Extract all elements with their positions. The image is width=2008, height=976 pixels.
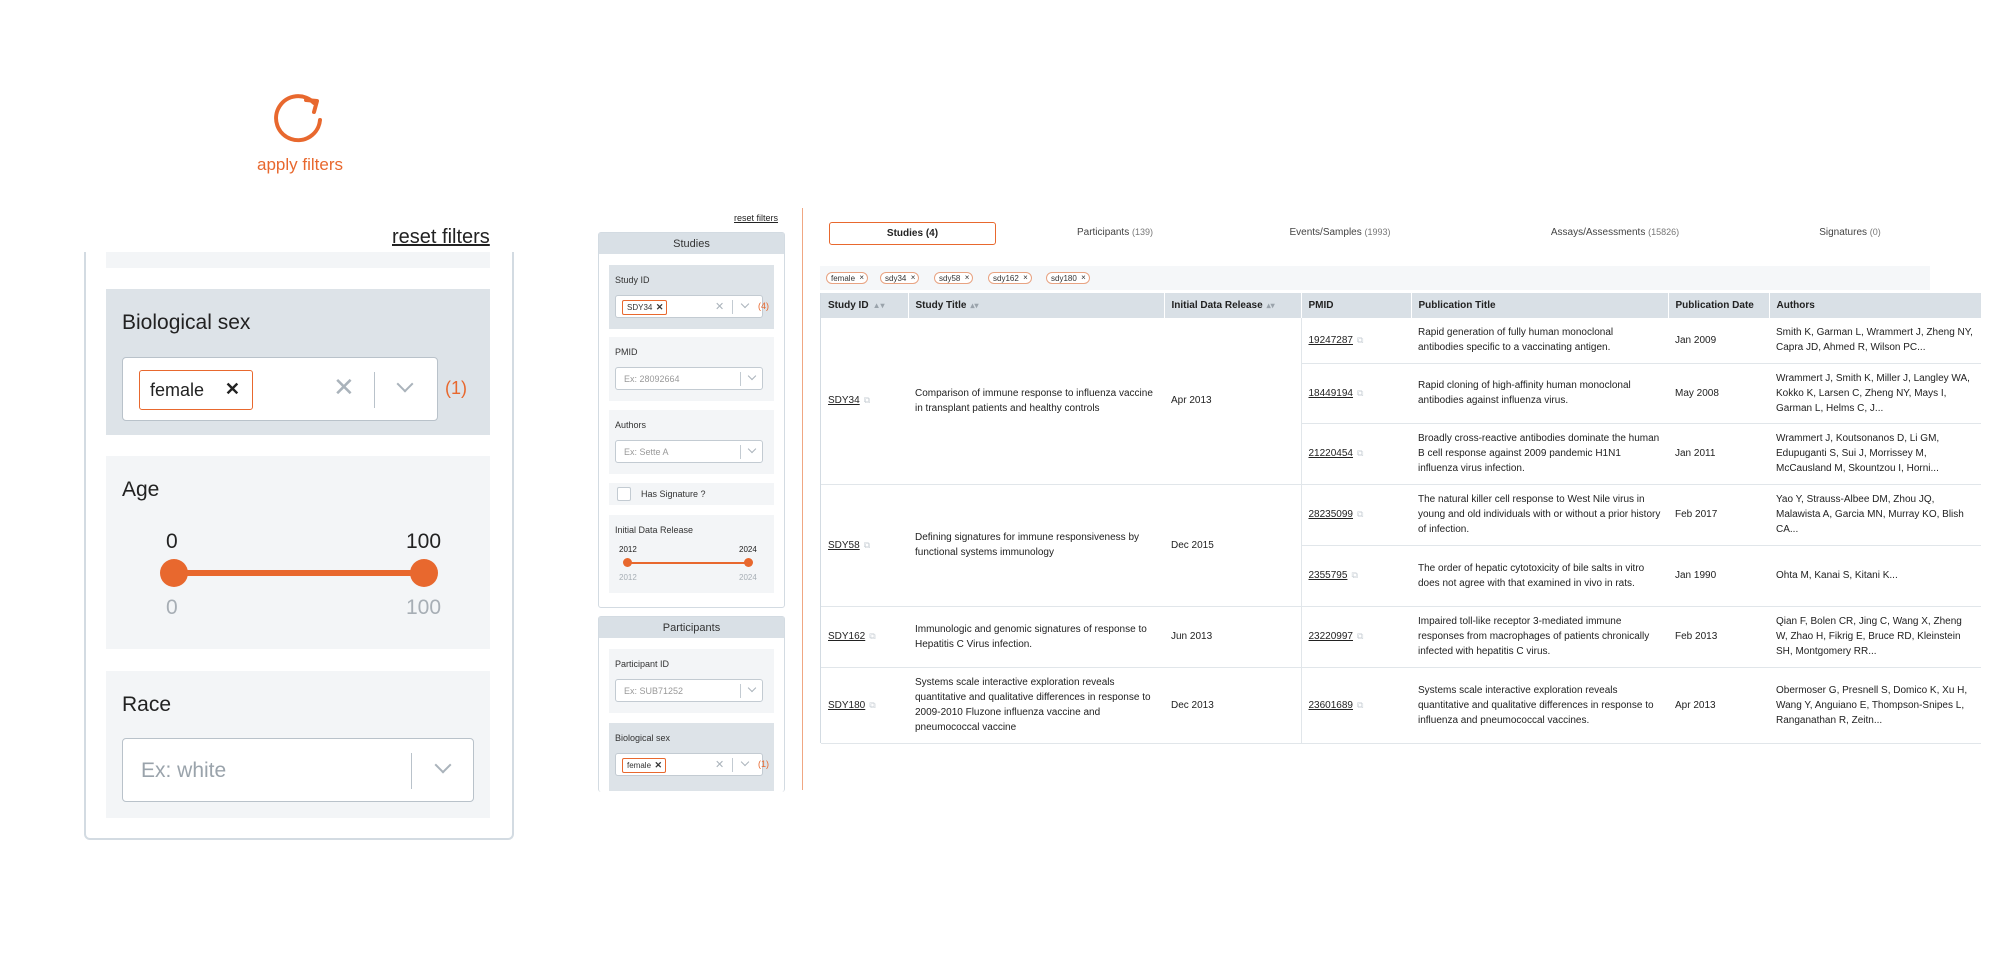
sdy34-chip [622, 300, 667, 315]
col-study-title[interactable] [908, 293, 1164, 318]
pub-date-cell: Jan 2011 [1668, 423, 1769, 484]
age-min-handle[interactable] [160, 559, 188, 587]
pmid-select[interactable] [615, 367, 763, 390]
pub-date-cell: Jan 2009 [1668, 318, 1769, 363]
release-max-handle[interactable] [744, 558, 753, 567]
pub-title-cell: Systems scale interactive exploration reveals quantitative and qualitative differences in response to influenza and pneumococcal vaccines. [1411, 667, 1668, 743]
authors-cell: Yao Y, Strauss-Albee DM, Zhou JQ, Malawista A, Garcia MN, Murray KO, Blish CA... [1769, 484, 1981, 545]
tab-label: Participants [1076, 227, 1130, 238]
filter-tag[interactable] [826, 272, 868, 284]
remove-icon[interactable]: × [859, 273, 865, 282]
signature-filter [609, 483, 774, 505]
authors-select[interactable] [615, 440, 763, 463]
study-id-cell [821, 484, 908, 606]
panel-divider [802, 208, 803, 790]
filter-tag[interactable] [988, 272, 1032, 284]
pmid-placeholder: Ex: 28092664 [624, 374, 680, 384]
race-select[interactable] [122, 738, 474, 802]
col-pmid [1301, 293, 1411, 318]
select-divider [732, 300, 733, 314]
col-label: Authors [1776, 300, 1815, 311]
chevron-down-icon[interactable] [748, 445, 756, 453]
release-range-min: 2012 [619, 573, 637, 582]
pmid-label: PMID [615, 347, 638, 357]
authors-cell: Wrammert J, Koutsonanos D, Li GM, Edupuganti S, Sui J, Morrissey M, McCausland M, Skountzou I, Horni... [1769, 423, 1981, 484]
select-divider [411, 753, 412, 789]
bio-sex-count: (1) [445, 378, 467, 398]
col-pub-date [1668, 293, 1769, 318]
reset-filters-link-small[interactable]: reset filters [734, 213, 779, 223]
age-min-value: 0 [166, 530, 178, 553]
age-filter [106, 456, 490, 649]
release-cell: Apr 2013 [1164, 318, 1301, 484]
pub-date-cell: Feb 2013 [1668, 606, 1769, 667]
tab-count: (0) [1869, 227, 1881, 237]
participants-header: Participants [599, 617, 784, 638]
study-id-select[interactable] [615, 295, 763, 318]
pmid-cell [1301, 484, 1411, 545]
copy-icon[interactable]: ⧉ [869, 631, 876, 641]
apply-filters-button[interactable] [240, 86, 360, 175]
study-id-count: (4) [758, 301, 769, 311]
release-min-handle[interactable] [623, 558, 632, 567]
pmid-link[interactable]: 18449194 [1308, 387, 1353, 399]
chevron-down-icon[interactable] [748, 372, 756, 380]
pub-date-cell: Jan 1990 [1668, 545, 1769, 606]
authors-cell: Obermoser G, Presnell S, Domico K, Xu H, Wang Y, Anguiano E, Thompson-Snipes L, Ranganathan R, Zeitn... [1769, 667, 1981, 743]
authors-label: Authors [615, 420, 647, 430]
participant-sex-label: Biological sex [615, 733, 671, 743]
filter-tag[interactable] [1046, 272, 1090, 284]
pub-title-cell: Broadly cross-reactive antibodies dominate the human B cell response against 2009 pandemic H1N1 influenza virus infection. [1411, 423, 1668, 484]
table-row [821, 667, 1981, 743]
bio-sex-title: Biological sex [122, 311, 251, 334]
race-filter [106, 671, 490, 818]
release-max-value: 2024 [739, 545, 757, 554]
age-range-max: 100 [406, 596, 442, 619]
study-id-cell [821, 667, 908, 743]
col-label: Initial Data Release [1171, 300, 1263, 311]
race-placeholder: Ex: white [141, 759, 227, 782]
col-authors [1769, 293, 1981, 318]
pub-title-cell: Rapid generation of fully human monoclonal antibodies specific to a vaccinating antigen. [1411, 318, 1668, 363]
pmid-cell [1301, 667, 1411, 743]
tab-count: (4) [925, 228, 939, 239]
sort-icon[interactable]: ▴▾ [970, 301, 979, 310]
pmid-link[interactable]: 23601689 [1308, 699, 1353, 711]
copy-icon[interactable]: ⧉ [863, 395, 871, 406]
col-label: Study Title [915, 300, 967, 311]
bio-sex-filter [106, 289, 490, 435]
sort-icon[interactable]: ▴▾ [1266, 301, 1275, 310]
release-filter [609, 515, 774, 593]
active-filter-bar [820, 266, 1930, 290]
chevron-down-icon[interactable] [397, 376, 414, 393]
select-divider [374, 372, 375, 408]
sort-icon[interactable]: ▲▾ [872, 301, 885, 310]
copy-icon[interactable]: ⧉ [1357, 387, 1364, 398]
authors-cell: Qian F, Bolen CR, Jing C, Wang X, Zheng W, Zhao H, Fikrig E, Bruce RD, Kleinstein SH, Montgomery RR... [1769, 606, 1981, 667]
pub-title-cell: Impaired toll-like receptor 3-mediated immune responses from macrophages of patients chronically infected with hepatitis C virus. [1411, 606, 1668, 667]
study-id-label: Study ID [615, 275, 650, 285]
release-label: Initial Data Release [615, 525, 694, 535]
chevron-down-icon[interactable] [748, 684, 756, 692]
copy-icon[interactable]: ⧉ [1357, 699, 1364, 710]
table-row [821, 318, 1981, 363]
chevron-down-icon[interactable] [741, 758, 749, 766]
pub-date-cell: Feb 2017 [1668, 484, 1769, 545]
pmid-cell [1301, 318, 1411, 363]
clear-icon[interactable]: ✕ [715, 301, 725, 313]
study-title-cell: Systems scale interactive exploration reveals quantitative and qualitative differences in response to 2009-2010 Fluzone influenza vaccine and pneumococcal vaccine [908, 667, 1164, 743]
pmid-link[interactable]: 23220997 [1308, 631, 1353, 642]
study-id-cell [821, 606, 908, 667]
authors-cell: Smith K, Garman L, Wrammert J, Zheng NY, Capra JD, Ahmed R, Wilson PC... [1769, 318, 1981, 363]
copy-icon[interactable]: ⧉ [1351, 570, 1358, 580]
has-signature-checkbox[interactable] [617, 487, 631, 501]
tab-label: Assays/Assessments [1550, 227, 1646, 238]
chip-label: female [627, 761, 652, 770]
age-title: Age [122, 478, 160, 501]
age-max-value: 100 [406, 530, 442, 553]
filter-tag[interactable] [934, 272, 973, 284]
authors-filter [609, 410, 774, 474]
age-max-handle[interactable] [410, 559, 438, 587]
select-divider [740, 372, 741, 386]
pmid-link[interactable]: 19247287 [1308, 334, 1353, 346]
chevron-down-icon[interactable] [741, 300, 749, 308]
col-study-id[interactable] [821, 293, 908, 318]
pmid-cell [1301, 606, 1411, 667]
age-slider-track [174, 570, 424, 576]
section-divider [106, 252, 490, 268]
table-row [821, 606, 1981, 667]
age-range-min: 0 [166, 596, 178, 619]
participant-id-filter [609, 649, 774, 713]
study-id-link[interactable]: SDY34 [828, 395, 860, 407]
tab-assays-assessments[interactable] [1525, 227, 1705, 238]
pmid-cell [1301, 363, 1411, 423]
clear-icon[interactable]: ✕ [333, 372, 355, 402]
pmid-link[interactable]: 21220454 [1308, 448, 1353, 459]
participants-panel [598, 616, 785, 792]
col-label: Publication Date [1675, 300, 1754, 311]
chip-label: female [150, 380, 205, 400]
study-title-cell: Defining signatures for immune responsiveness by functional systems immunology [908, 484, 1164, 606]
pmid-cell [1301, 545, 1411, 606]
col-pub-title [1411, 293, 1668, 318]
reset-filters-link[interactable]: reset filters [392, 226, 490, 248]
authors-placeholder: Ex: Sette A [624, 447, 669, 457]
studies-panel [598, 232, 785, 608]
copy-icon[interactable]: ⧉ [1357, 334, 1364, 345]
remove-icon[interactable]: × [964, 273, 970, 282]
refresh-icon [270, 86, 330, 146]
study-id-cell [821, 318, 908, 484]
tab-label: Studies [886, 228, 924, 239]
release-range-max: 2024 [739, 573, 757, 582]
participant-sex-select[interactable] [615, 753, 763, 776]
study-id-link[interactable]: SDY58 [828, 539, 860, 551]
release-slider-track [627, 562, 749, 564]
participant-id-select[interactable] [615, 679, 763, 702]
clear-icon[interactable]: ✕ [715, 759, 725, 771]
study-id-filter [609, 265, 774, 329]
pmid-link[interactable]: 2355795 [1308, 570, 1348, 581]
chip-remove-icon[interactable]: ✕ [654, 760, 663, 770]
col-label: PMID [1308, 300, 1334, 311]
copy-icon[interactable]: ⧉ [863, 539, 871, 550]
has-signature-label: Has Signature ? [641, 489, 706, 499]
pub-date-cell: May 2008 [1668, 363, 1769, 423]
remove-icon[interactable]: × [910, 273, 916, 282]
table-header-row [821, 293, 1981, 318]
release-cell: Dec 2013 [1164, 667, 1301, 743]
bio-sex-select[interactable] [122, 357, 438, 421]
chip-remove-icon[interactable]: ✕ [655, 302, 664, 312]
pub-date-cell: Apr 2013 [1668, 667, 1769, 743]
copy-icon[interactable]: ⧉ [1357, 509, 1364, 519]
pmid-cell [1301, 423, 1411, 484]
study-title-cell: Comparison of immune response to influenza vaccine in transplant patients and healthy controls [908, 318, 1164, 484]
pmid-filter [609, 337, 774, 401]
participant-id-label: Participant ID [615, 659, 670, 669]
participant-sex-filter [609, 723, 774, 791]
release-cell: Jun 2013 [1164, 606, 1301, 667]
chip-label: SDY34 [627, 303, 653, 312]
filter-tag-label: sdy180 [1051, 274, 1077, 283]
filter-tag-label: sdy58 [939, 274, 961, 283]
studies-table [820, 293, 1973, 743]
tab-count: (15826) [1648, 227, 1680, 237]
tab-count: (139) [1132, 227, 1154, 237]
female-chip [139, 370, 253, 410]
remove-icon[interactable]: × [1023, 273, 1028, 282]
filter-tag-label: sdy34 [885, 274, 907, 283]
copy-icon[interactable]: ⧉ [1357, 631, 1364, 641]
study-id-link[interactable]: SDY180 [828, 699, 866, 711]
apply-filters-label: apply filters [257, 155, 343, 174]
filter-tag-label: sdy162 [993, 274, 1019, 283]
tab-studies[interactable] [829, 222, 996, 245]
study-id-link[interactable]: SDY162 [828, 631, 866, 642]
filter-tag[interactable] [880, 272, 919, 284]
remove-icon[interactable]: × [1081, 273, 1086, 282]
tab-events-samples[interactable] [1260, 227, 1420, 238]
pub-title-cell: The natural killer cell response to West Nile virus in young and old individuals with or without a prior history of infection. [1411, 484, 1668, 545]
select-divider [740, 445, 741, 459]
tab-participants[interactable] [1040, 227, 1190, 238]
female-chip [622, 758, 666, 773]
col-label: Study ID [828, 300, 869, 311]
authors-cell: Wrammert J, Smith K, Miller J, Langley WA, Kokko K, Larsen C, Zheng NY, Mays I, Garman L, Helms C, J... [1769, 363, 1981, 423]
release-cell: Dec 2015 [1164, 484, 1301, 606]
pub-title-cell: Rapid cloning of high-affinity human monoclonal antibodies against influenza virus. [1411, 363, 1668, 423]
select-divider [732, 758, 733, 772]
select-divider [740, 684, 741, 698]
col-label: Publication Title [1418, 300, 1496, 311]
pub-title-cell: The order of hepatic cytotoxicity of bile salts in vitro does not agree with that examined in vivo in rats. [1411, 545, 1668, 606]
chip-remove-icon[interactable]: ✕ [224, 379, 240, 399]
studies-header: Studies [599, 233, 784, 254]
table-row [821, 484, 1981, 545]
tab-count: (1993) [1364, 227, 1391, 237]
pmid-link[interactable]: 28235099 [1308, 509, 1353, 520]
tab-label: Events/Samples [1289, 227, 1362, 238]
release-min-value: 2012 [619, 545, 637, 554]
authors-cell: Ohta M, Kanai S, Kitani K... [1769, 545, 1981, 606]
participant-id-placeholder: Ex: SUB71252 [624, 686, 684, 696]
tab-signatures[interactable] [1790, 227, 1910, 238]
filter-tag-label: female [831, 274, 856, 283]
study-title-cell: Immunologic and genomic signatures of response to Hepatitis C Virus infection. [908, 606, 1164, 667]
copy-icon[interactable]: ⧉ [869, 699, 876, 710]
col-initial-release[interactable] [1164, 293, 1301, 318]
race-title: Race [122, 693, 172, 716]
participant-sex-count: (1) [758, 759, 769, 769]
chevron-down-icon[interactable] [435, 757, 452, 774]
copy-icon[interactable]: ⧉ [1357, 448, 1364, 458]
tab-label: Signatures [1819, 227, 1868, 238]
